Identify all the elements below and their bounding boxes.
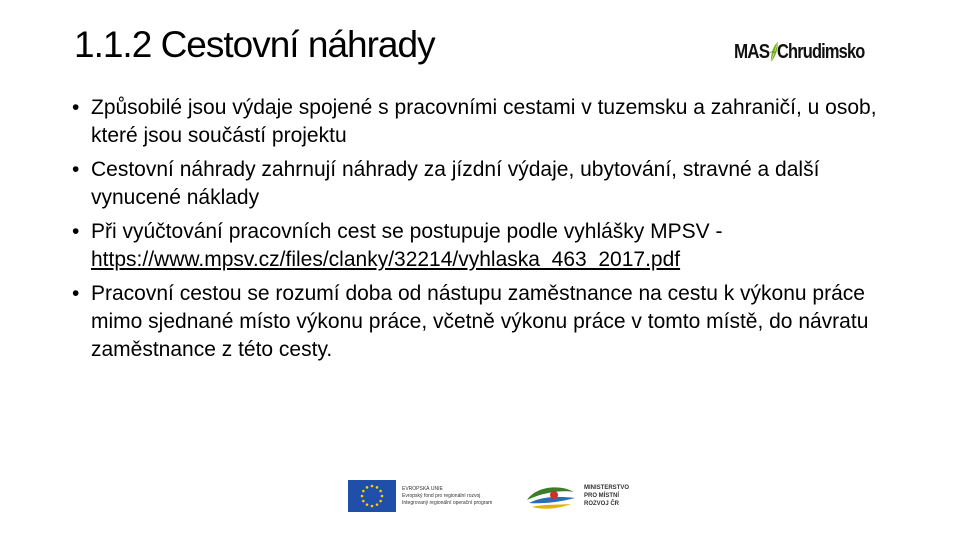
ministry-line: ROZVOJ ČR <box>584 501 620 507</box>
bullet-text: Cestovní náhrady zahrnují náhrady za jízdní výdaje, ubytování, stravné a další vynucené náklady <box>91 158 820 209</box>
eu-star-icon <box>362 490 365 493</box>
bullet-text: Způsobilé jsou výdaje spojené s pracovními cestami v tuzemsku a zahraničí, u osob, které jsou součástí projektu <box>91 96 877 147</box>
bullet-text: Při vyúčtování pracovních cest se postupuje podle vyhlášky MPSV - <box>91 220 723 243</box>
list-item <box>72 218 892 274</box>
ministry-line: MINISTERSTVO <box>584 485 630 491</box>
ministry-text <box>584 484 629 508</box>
eu-flag-icon <box>348 480 396 512</box>
eu-star-icon <box>371 505 374 508</box>
ministry-emblem-icon <box>524 480 578 512</box>
footer-logos <box>348 478 629 514</box>
page-title: 1.1.2 Cestovní náhrady <box>74 24 435 65</box>
list-item <box>72 156 892 212</box>
bullet-list <box>72 94 892 370</box>
logo-right-text: Chrudimsko <box>777 40 865 63</box>
list-item <box>72 94 892 150</box>
eu-star-icon <box>381 495 384 498</box>
bullet-glyph: • <box>72 282 80 305</box>
eu-logo <box>348 480 512 512</box>
eu-star-icon <box>366 486 369 489</box>
eu-star-icon <box>379 490 382 493</box>
eu-line: EVROPSKÁ UNIE <box>402 485 443 492</box>
list-item <box>72 280 892 364</box>
eu-star-icon <box>371 485 374 488</box>
eu-star-icon <box>376 486 379 489</box>
eu-star-icon <box>362 500 365 503</box>
logo-left-text: MAS <box>734 40 770 63</box>
eu-star-icon <box>366 503 369 506</box>
eu-star-icon <box>379 500 382 503</box>
bullet-glyph: • <box>72 96 80 119</box>
eu-text <box>402 486 512 507</box>
ministry-line: PRO MÍSTNÍ <box>584 493 620 499</box>
ministry-logo <box>524 480 629 512</box>
bullet-glyph: • <box>72 220 80 243</box>
eu-line: Integrovaný regionální operační program <box>402 499 493 506</box>
mas-chrudimsko-logo <box>734 24 884 80</box>
mpsv-link[interactable]: https://www.mpsv.cz/files/clanky/32214/vyhlaska_463_2017.pdf <box>91 248 681 271</box>
bullet-text: Pracovní cestou se rozumí doba od nástupu zaměstnance na cestu k výkonu práce mimo sjednané místo výkonu práce, včetně výkonu práce v tomto místě, do návratu zaměstnance z této cesty. <box>91 282 869 361</box>
eu-line: Evropský fond pro regionální rozvoj <box>402 492 481 499</box>
eu-star-icon <box>376 503 379 506</box>
eu-star-icon <box>361 495 364 498</box>
bullet-glyph: • <box>72 158 80 181</box>
